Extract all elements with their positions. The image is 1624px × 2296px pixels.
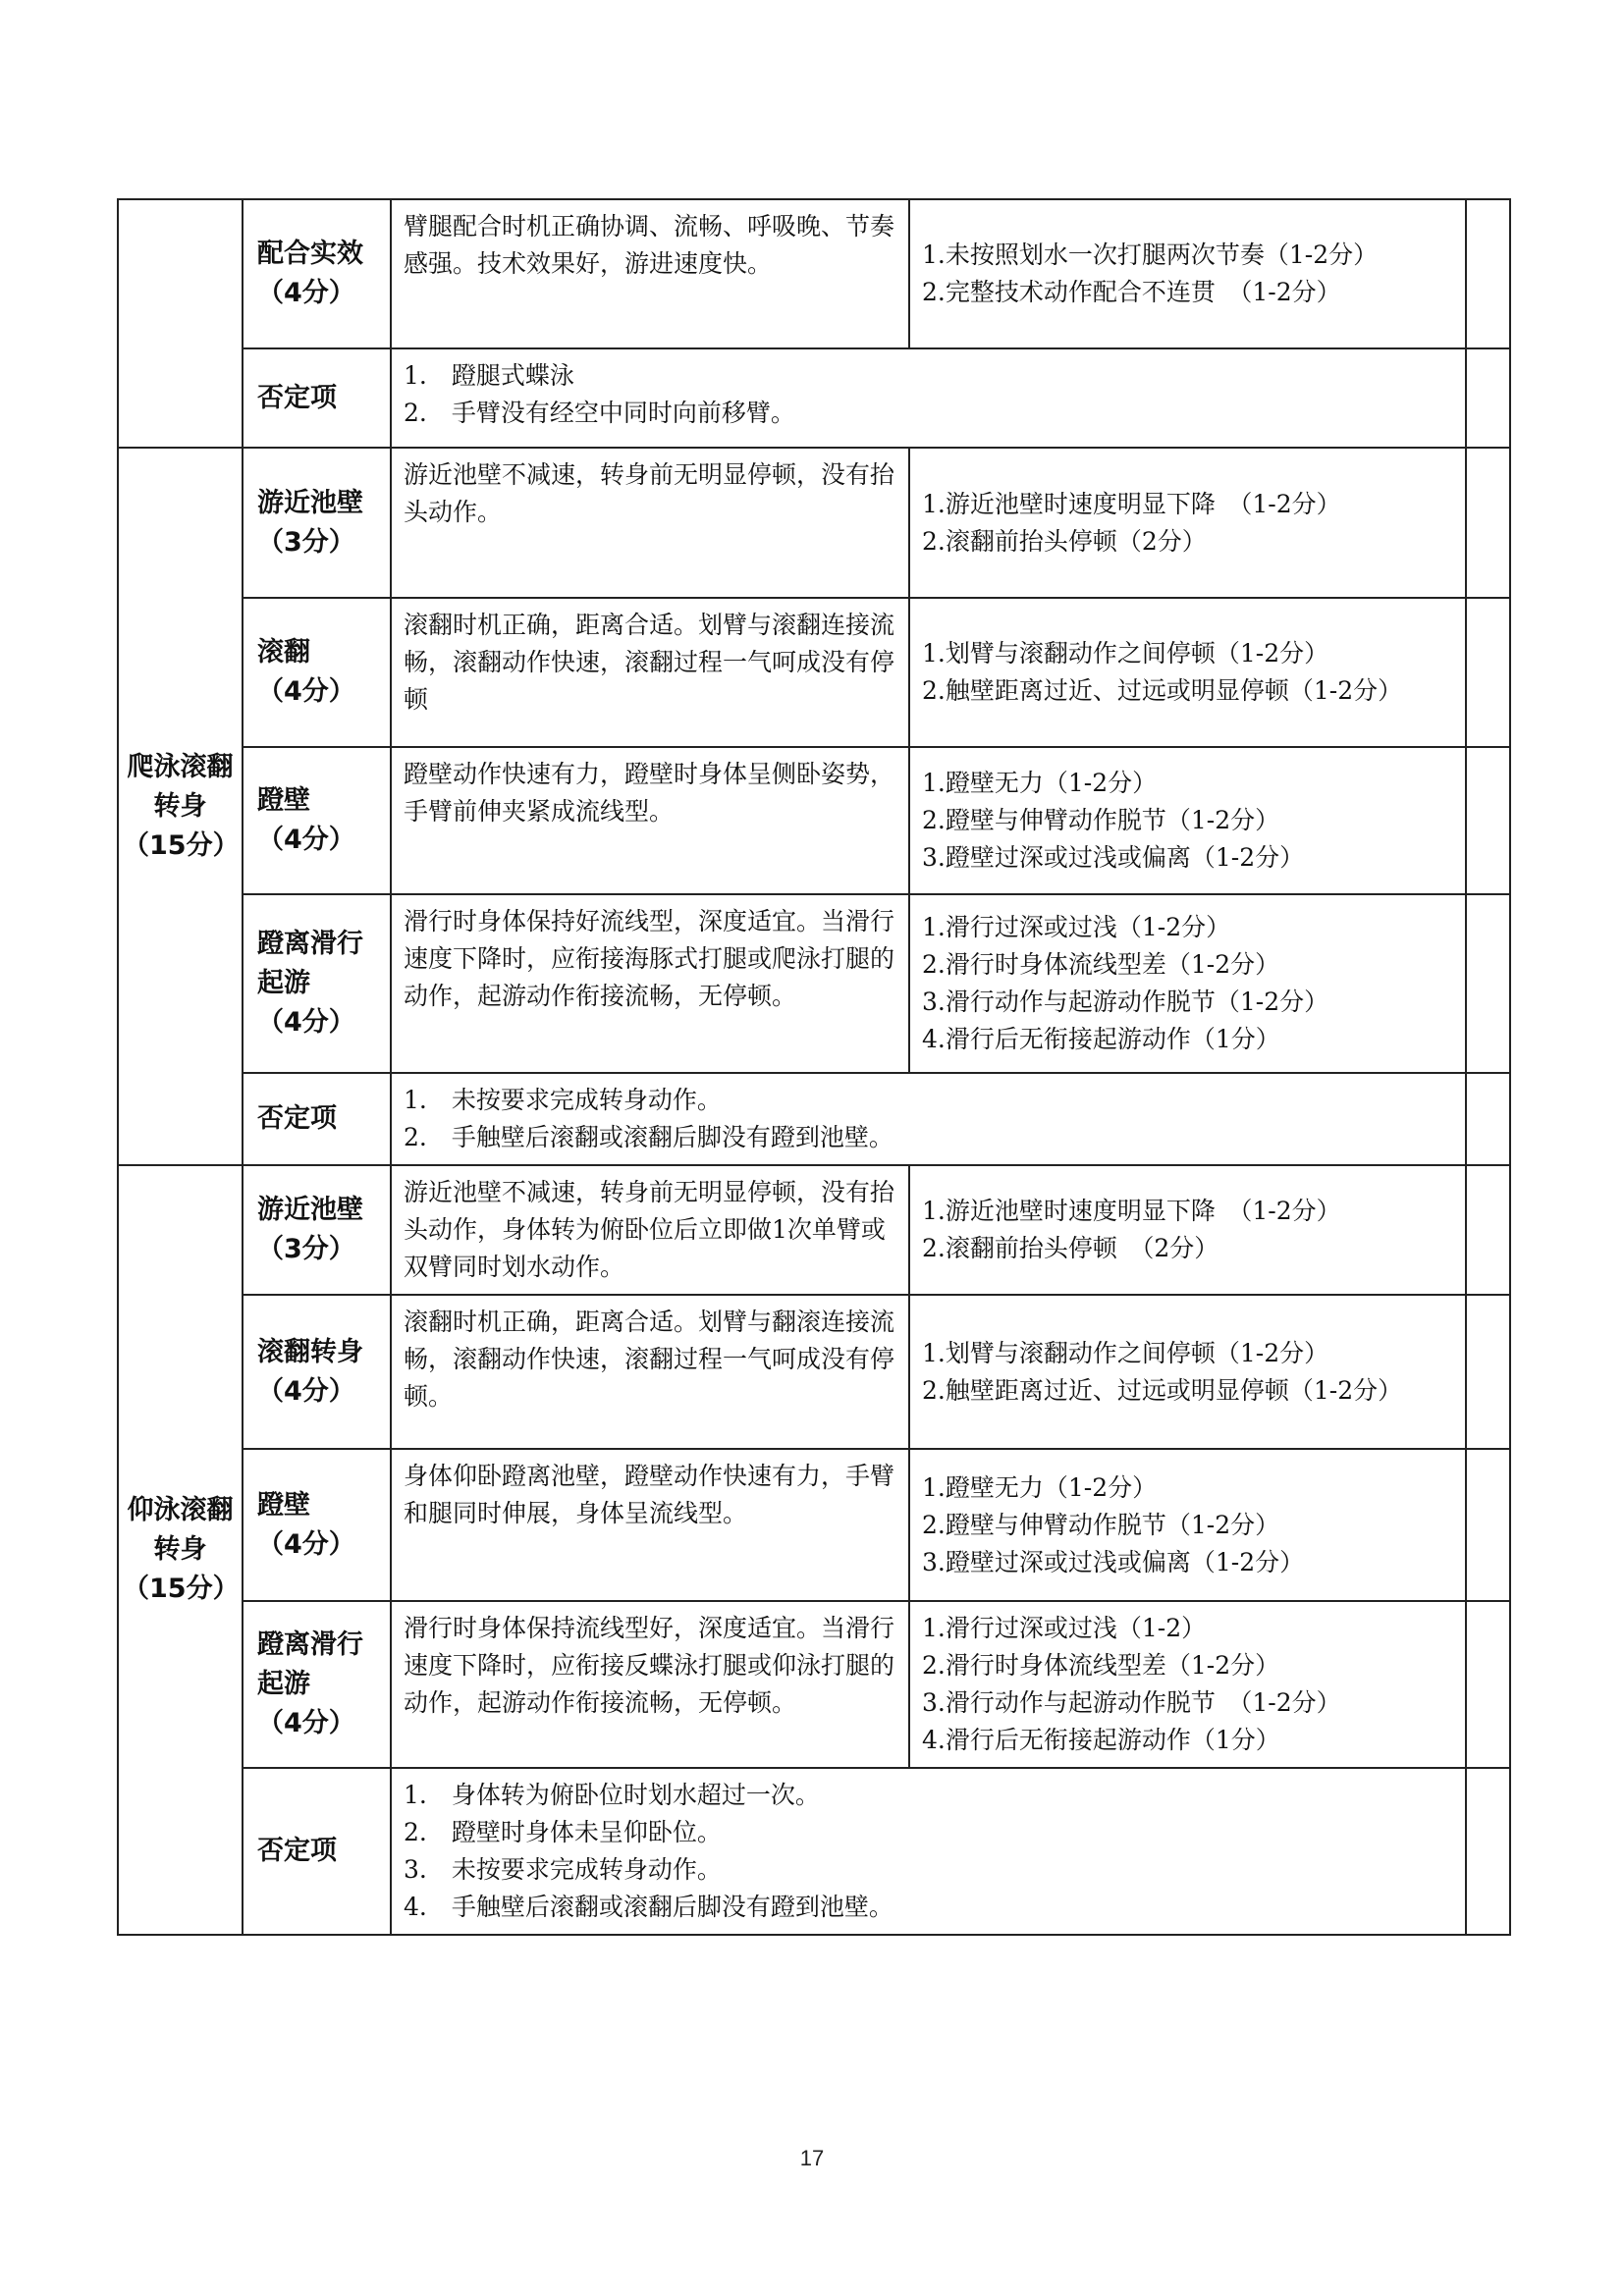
score-cell bbox=[1466, 1073, 1510, 1165]
standard-text: 蹬壁动作快速有力，蹬壁时身体呈侧卧姿势，手臂前伸夹紧成流线型。 bbox=[391, 747, 909, 894]
deduction-item: 3.滑行动作与起游动作脱节 （1-2分） bbox=[922, 1688, 1341, 1717]
item-label-cell bbox=[243, 1601, 391, 1768]
item-label: 滚翻转身 bbox=[257, 1336, 363, 1367]
deduction-item: 2.滑行时身体流线型差（1-2分） bbox=[922, 950, 1280, 979]
item-label: 滚翻 bbox=[257, 637, 310, 667]
deductions-cell bbox=[909, 598, 1466, 747]
deduction-item: 1.未按照划水一次打腿两次节奏（1-2分） bbox=[922, 240, 1379, 269]
deduction-item: 1.游近池壁时速度明显下降 （1-2分） bbox=[922, 1197, 1341, 1225]
standard-text: 臂腿配合时机正确协调、流畅、呼吸晚、节奏感强。技术效果好，游进速度快。 bbox=[391, 199, 909, 348]
deduction-item: 1.蹬壁无力（1-2分） bbox=[922, 769, 1158, 797]
negation-item: 2. 蹬壁时身体未呈仰卧位。 bbox=[404, 1818, 722, 1846]
deductions-cell bbox=[909, 1165, 1466, 1295]
deduction-item: 1.划臂与滚翻动作之间停顿（1-2分） bbox=[922, 1338, 1329, 1367]
item-label: 游近池壁 bbox=[257, 1195, 363, 1225]
score-cell bbox=[1466, 894, 1510, 1073]
score-cell bbox=[1466, 1768, 1510, 1935]
score-cell bbox=[1466, 348, 1510, 448]
criteria-row bbox=[118, 448, 1510, 598]
item-points: （3分） bbox=[257, 526, 355, 558]
score-cell bbox=[1466, 1449, 1510, 1601]
deduction-item: 2.触壁距离过近、过远或明显停顿（1-2分） bbox=[922, 1375, 1403, 1405]
item-label-cell bbox=[243, 1165, 391, 1295]
item-label: 配合实效 bbox=[257, 239, 363, 269]
item-label-cell bbox=[243, 747, 391, 894]
item-points: （4分） bbox=[257, 1528, 355, 1560]
deduction-item: 3.滑行动作与起游动作脱节（1-2分） bbox=[922, 988, 1329, 1016]
standard-text: 滑行时身体保持流线型好，深度适宜。当滑行速度下降时，应衔接反蝶泳打腿或仰泳打腿的动作，起游动作衔接流畅，无停顿。 bbox=[391, 1601, 909, 1768]
negation-item: 4. 手触壁后滚翻或滚翻后脚没有蹬到池壁。 bbox=[404, 1893, 893, 1921]
deduction-item: 3.蹬壁过深或过浅或偏离（1-2分） bbox=[922, 843, 1305, 872]
item-points: （4分） bbox=[257, 1708, 355, 1738]
criteria-row bbox=[118, 1601, 1510, 1768]
section-title-cell bbox=[118, 448, 243, 1165]
score-cell bbox=[1466, 1601, 1510, 1768]
criteria-row bbox=[118, 894, 1510, 1073]
deduction-item: 2.滚翻前抬头停顿 （2分） bbox=[922, 1234, 1219, 1262]
negation-item: 3. 未按要求完成转身动作。 bbox=[404, 1855, 722, 1884]
section-title: 仰泳滚翻转身（15分） bbox=[123, 1495, 240, 1604]
standard-text: 身体仰卧蹬离池壁，蹬壁动作快速有力，手臂和腿同时伸展，身体呈流线型。 bbox=[391, 1449, 909, 1601]
standard-text: 游近池壁不减速，转身前无明显停顿，没有抬头动作，身体转为俯卧位后立即做1次单臂或双臂同时划水动作。 bbox=[391, 1165, 909, 1295]
deduction-item: 1.游近池壁时速度明显下降 （1-2分） bbox=[922, 489, 1341, 518]
criteria-row bbox=[118, 747, 1510, 894]
deduction-item: 2.触壁距离过近、过远或明显停顿（1-2分） bbox=[922, 676, 1403, 705]
negation-items bbox=[391, 1768, 1466, 1935]
criteria-row bbox=[118, 1295, 1510, 1449]
item-label: 蹬壁 bbox=[257, 785, 310, 816]
negation-row bbox=[118, 1073, 1510, 1165]
deduction-item: 2.滚翻前抬头停顿（2分） bbox=[922, 526, 1207, 556]
item-label-cell bbox=[243, 894, 391, 1073]
item-points: （4分） bbox=[257, 278, 355, 308]
score-cell bbox=[1466, 1165, 1510, 1295]
deduction-item: 2.完整技术动作配合不连贯 （1-2分） bbox=[922, 278, 1341, 306]
deduction-item: 1.滑行过深或过浅（1-2分） bbox=[922, 913, 1231, 941]
deductions-cell bbox=[909, 894, 1466, 1073]
item-label-cell bbox=[243, 199, 391, 348]
standard-text: 滚翻时机正确，距离合适。划臂与滚翻连接流畅，滚翻动作快速，滚翻过程一气呵成没有停顿 bbox=[391, 598, 909, 747]
score-cell bbox=[1466, 448, 1510, 598]
deductions-cell bbox=[909, 199, 1466, 348]
item-label-cell bbox=[243, 1449, 391, 1601]
item-label: 蹬离滑行起游 bbox=[257, 929, 363, 998]
deduction-item: 4.滑行后无衔接起游动作（1分） bbox=[922, 1025, 1280, 1053]
deduction-item: 2.蹬壁与伸臂动作脱节（1-2分） bbox=[922, 806, 1280, 834]
deduction-item: 1.蹬壁无力（1-2分） bbox=[922, 1472, 1158, 1502]
negation-item: 2. 手触壁后滚翻或滚翻后脚没有蹬到池壁。 bbox=[404, 1123, 893, 1151]
score-cell bbox=[1466, 598, 1510, 747]
criteria-row bbox=[118, 1449, 1510, 1601]
negation-row bbox=[118, 348, 1510, 448]
deductions-cell bbox=[909, 747, 1466, 894]
deduction-item: 3.蹬壁过深或过浅或偏离（1-2分） bbox=[922, 1547, 1305, 1576]
deductions-cell bbox=[909, 1295, 1466, 1449]
item-points: （3分） bbox=[257, 1234, 355, 1264]
deduction-item: 4.滑行后无衔接起游动作（1分） bbox=[922, 1726, 1280, 1754]
standard-text: 滑行时身体保持好流线型，深度适宜。当滑行速度下降时，应衔接海豚式打腿或爬泳打腿的动作，起游动作衔接流畅，无停顿。 bbox=[391, 894, 909, 1073]
deduction-item: 2.蹬壁与伸臂动作脱节（1-2分） bbox=[922, 1510, 1280, 1539]
negation-item: 1. 未按要求完成转身动作。 bbox=[404, 1086, 722, 1114]
item-label: 蹬壁 bbox=[257, 1489, 310, 1521]
item-points: （4分） bbox=[257, 1375, 355, 1407]
deductions-cell bbox=[909, 1601, 1466, 1768]
page-number: 17 bbox=[799, 2146, 825, 2170]
score-cell bbox=[1466, 199, 1510, 348]
negation-items bbox=[391, 348, 1466, 448]
negation-item: 1. 蹬腿式蝶泳 bbox=[404, 361, 574, 390]
item-label-cell bbox=[243, 598, 391, 747]
deduction-item: 2.滑行时身体流线型差（1-2分） bbox=[922, 1651, 1280, 1680]
deductions-cell bbox=[909, 1449, 1466, 1601]
item-label-cell bbox=[243, 1295, 391, 1449]
negation-item: 2. 手臂没有经空中同时向前移臂。 bbox=[404, 399, 795, 427]
deduction-item: 1.划臂与滚翻动作之间停顿（1-2分） bbox=[922, 639, 1329, 667]
negation-row bbox=[118, 1768, 1510, 1935]
section-title-cell bbox=[118, 1165, 243, 1935]
deduction-item: 1.滑行过深或过浅（1-2） bbox=[922, 1614, 1207, 1642]
item-label-cell bbox=[243, 448, 391, 598]
standard-text: 滚翻时机正确，距离合适。划臂与翻滚连接流畅，滚翻动作快速，滚翻过程一气呵成没有停顿。 bbox=[391, 1295, 909, 1449]
deductions-cell bbox=[909, 448, 1466, 598]
negation-item: 1. 身体转为俯卧位时划水超过一次。 bbox=[404, 1781, 820, 1809]
score-cell bbox=[1466, 747, 1510, 894]
scoring-table bbox=[117, 198, 1511, 1936]
score-cell bbox=[1466, 1295, 1510, 1449]
negation-label: 否定项 bbox=[243, 1073, 391, 1165]
item-label: 蹬离滑行起游 bbox=[257, 1629, 363, 1699]
criteria-row bbox=[118, 598, 1510, 747]
item-points: （4分） bbox=[257, 825, 355, 855]
negation-label: 否定项 bbox=[243, 348, 391, 448]
section-title-cell bbox=[118, 199, 243, 448]
item-points: （4分） bbox=[257, 1007, 355, 1038]
negation-label: 否定项 bbox=[243, 1768, 391, 1935]
item-label: 游近池壁 bbox=[257, 487, 363, 518]
item-points: （4分） bbox=[257, 676, 355, 707]
criteria-row bbox=[118, 199, 1510, 348]
criteria-row bbox=[118, 1165, 1510, 1295]
section-title: 爬泳滚翻转身（15分） bbox=[123, 751, 240, 861]
negation-items bbox=[391, 1073, 1466, 1165]
standard-text: 游近池壁不减速，转身前无明显停顿，没有抬头动作。 bbox=[391, 448, 909, 598]
